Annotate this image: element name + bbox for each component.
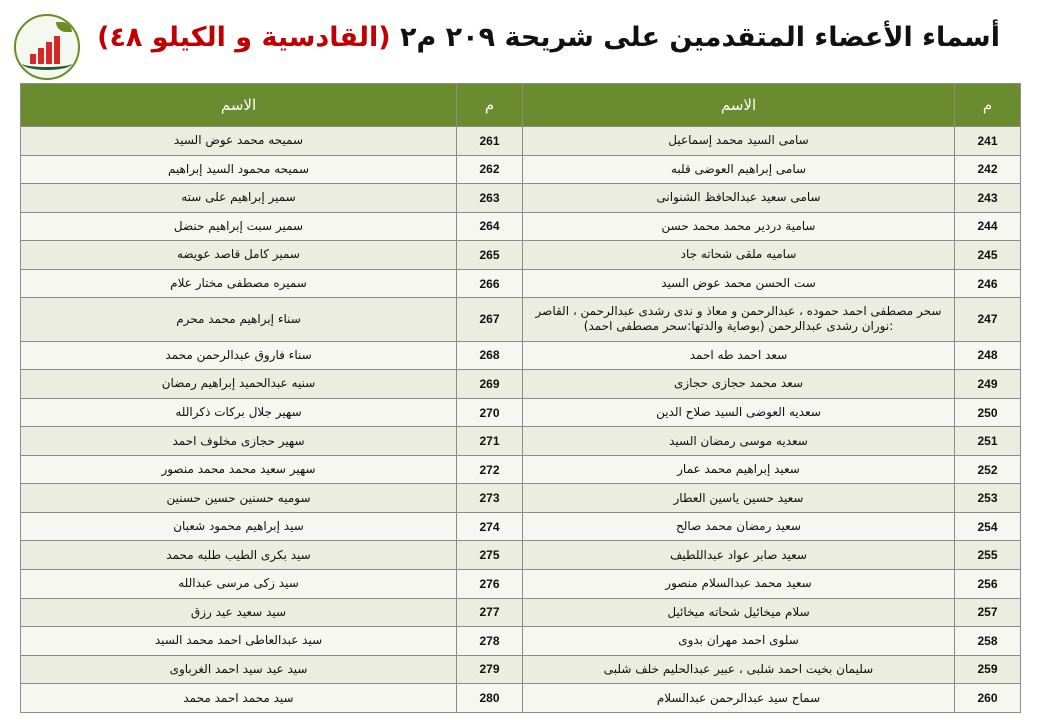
table-row (21, 598, 1021, 627)
member-name-cell: سيد زكى مرسى عبدالله (21, 570, 457, 599)
member-name-cell: سيد سعيد عيد رزق (21, 598, 457, 627)
member-name-cell: سماح سيد عبدالرحمن عبدالسلام (523, 684, 955, 713)
table-header-row (21, 84, 1021, 127)
member-name-cell: سحر مصطفى احمد حموده ، عبدالرحمن و معاذ و ندى رشدى عبدالرحمن ، القاصر :نوران رشدى عبدالرحمن (بوصاية والدتها:سحر مصطفى احمد) (523, 298, 955, 341)
member-name-cell: سعديه العوضى السيد صلاح الدين (523, 398, 955, 427)
member-number-cell: 241 (955, 127, 1021, 156)
member-number-cell: 276 (457, 570, 523, 599)
title-location: (القادسية و الكيلو ٤٨) (97, 22, 391, 53)
member-name-cell: سعد احمد طه احمد (523, 341, 955, 370)
member-number-cell: 244 (955, 212, 1021, 241)
member-number-cell: 257 (955, 598, 1021, 627)
member-name-cell: سهير جلال بركات ذكرالله (21, 398, 457, 427)
table-row (21, 398, 1021, 427)
member-number-cell: 251 (955, 427, 1021, 456)
member-name-cell: سامى السيد محمد إسماعيل (523, 127, 955, 156)
page-title (97, 22, 1000, 53)
table-row (21, 212, 1021, 241)
member-name-cell: سعيد رمضان محمد صالح (523, 512, 955, 541)
member-name-cell: ساميه ملقى شحاته جاد (523, 241, 955, 270)
member-number-cell: 275 (457, 541, 523, 570)
member-name-cell: سميره مصطفى مختار علام (21, 269, 457, 298)
member-name-cell: سعديه موسى رمضان السيد (523, 427, 955, 456)
column-header-name: الاسم (523, 84, 955, 127)
table-row (21, 455, 1021, 484)
member-number-cell: 255 (955, 541, 1021, 570)
member-number-cell: 256 (955, 570, 1021, 599)
table-row (21, 184, 1021, 213)
member-number-cell: 247 (955, 298, 1021, 341)
member-name-cell: سيد بكرى الطيب طلبه محمد (21, 541, 457, 570)
organization-logo-icon (14, 14, 80, 80)
member-number-cell: 269 (457, 370, 523, 399)
member-number-cell: 261 (457, 127, 523, 156)
member-number-cell: 253 (955, 484, 1021, 513)
member-name-cell: ست الحسن محمد عوض السيد (523, 269, 955, 298)
member-name-cell: سعد محمد حجازى حجازى (523, 370, 955, 399)
member-number-cell: 263 (457, 184, 523, 213)
table-row (21, 484, 1021, 513)
member-name-cell: سامى سعيد عبدالحافظ الشنوانى (523, 184, 955, 213)
member-name-cell: سوميه حسنين حسين حسنين (21, 484, 457, 513)
member-name-cell: سعيد محمد عبدالسلام منصور (523, 570, 955, 599)
table-row (21, 269, 1021, 298)
member-number-cell: 274 (457, 512, 523, 541)
table-row (21, 298, 1021, 341)
member-number-cell: 272 (457, 455, 523, 484)
member-name-cell: سهير حجازى مخلوف احمد (21, 427, 457, 456)
member-name-cell: سيد عيد سيد احمد الغرباوى (21, 655, 457, 684)
table-row (21, 341, 1021, 370)
member-name-cell: سميحه محمود السيد إبراهيم (21, 155, 457, 184)
table-body (21, 127, 1021, 713)
member-name-cell: سميحه محمد عوض السيد (21, 127, 457, 156)
member-number-cell: 278 (457, 627, 523, 656)
member-name-cell: سيد إبراهيم محمود شعبان (21, 512, 457, 541)
column-header-number: م (955, 84, 1021, 127)
member-number-cell: 246 (955, 269, 1021, 298)
table-row (21, 241, 1021, 270)
member-number-cell: 266 (457, 269, 523, 298)
member-name-cell: سعيد إبراهيم محمد عمار (523, 455, 955, 484)
member-number-cell: 270 (457, 398, 523, 427)
table-row (21, 512, 1021, 541)
member-number-cell: 262 (457, 155, 523, 184)
member-name-cell: سامية دردير محمد محمد حسن (523, 212, 955, 241)
title-main: أسماء الأعضاء المتقدمين على شريحة ٢٠٩ م٢ (399, 22, 1000, 53)
member-name-cell: سهير سعيد محمد محمد منصور (21, 455, 457, 484)
member-number-cell: 252 (955, 455, 1021, 484)
member-number-cell: 258 (955, 627, 1021, 656)
member-number-cell: 250 (955, 398, 1021, 427)
member-number-cell: 245 (955, 241, 1021, 270)
member-number-cell: 264 (457, 212, 523, 241)
member-name-cell: سمير إبراهيم على سته (21, 184, 457, 213)
member-name-cell: سامى إبراهيم العوضى قلبه (523, 155, 955, 184)
member-name-cell: سيد محمد احمد محمد (21, 684, 457, 713)
table-row (21, 127, 1021, 156)
member-number-cell: 248 (955, 341, 1021, 370)
member-number-cell: 243 (955, 184, 1021, 213)
member-name-cell: سلوى احمد مهران بدوى (523, 627, 955, 656)
member-name-cell: سناء فاروق عبدالرحمن محمد (21, 341, 457, 370)
table-row (21, 370, 1021, 399)
table-row (21, 427, 1021, 456)
member-name-cell: سناء إبراهيم محمد محرم (21, 298, 457, 341)
table-row (21, 627, 1021, 656)
table-row (21, 570, 1021, 599)
column-header-name: الاسم (21, 84, 457, 127)
member-number-cell: 273 (457, 484, 523, 513)
member-name-cell: سيد عبدالعاطى احمد محمد السيد (21, 627, 457, 656)
member-name-cell: سليمان بخيت احمد شلبى ، عبير عبدالحليم خلف شلبى (523, 655, 955, 684)
member-number-cell: 249 (955, 370, 1021, 399)
member-number-cell: 260 (955, 684, 1021, 713)
member-name-cell: سمير سبت إبراهيم حنضل (21, 212, 457, 241)
member-number-cell: 268 (457, 341, 523, 370)
member-name-cell: سلام ميخائيل شحاته ميخائيل (523, 598, 955, 627)
member-number-cell: 279 (457, 655, 523, 684)
member-number-cell: 265 (457, 241, 523, 270)
member-number-cell: 259 (955, 655, 1021, 684)
page-header (0, 0, 1040, 82)
table-row (21, 155, 1021, 184)
member-name-cell: سمير كامل قاصد عويضه (21, 241, 457, 270)
member-number-cell: 277 (457, 598, 523, 627)
table-row (21, 655, 1021, 684)
member-name-cell: سنيه عبدالحميد إبراهيم رمضان (21, 370, 457, 399)
column-header-number: م (457, 84, 523, 127)
members-table (20, 83, 1021, 713)
member-name-cell: سعيد صابر عواد عبداللطيف (523, 541, 955, 570)
member-number-cell: 267 (457, 298, 523, 341)
table-row (21, 684, 1021, 713)
member-number-cell: 242 (955, 155, 1021, 184)
member-number-cell: 280 (457, 684, 523, 713)
member-name-cell: سعيد حسين ياسين العطار (523, 484, 955, 513)
member-number-cell: 254 (955, 512, 1021, 541)
member-number-cell: 271 (457, 427, 523, 456)
table-row (21, 541, 1021, 570)
